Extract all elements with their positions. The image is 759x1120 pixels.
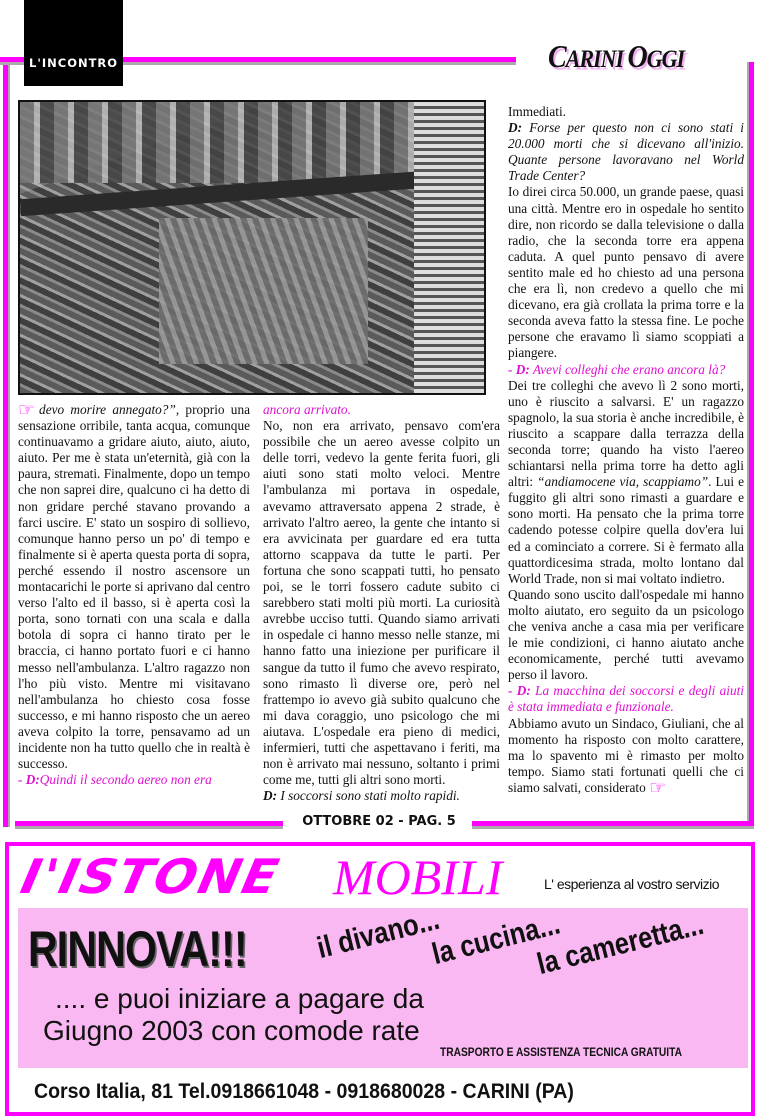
right-rule — [749, 62, 754, 827]
paragraph: Immediati. — [508, 104, 566, 119]
section-label: L'INCONTRO — [29, 56, 119, 70]
ad-brand-mobili: MOBILI — [333, 849, 503, 905]
pointing-hand-icon: ☞ — [649, 777, 667, 799]
paragraph: Io direi circa 50.000, un grande paese, quasi una città. Mentre ero in ospedale ho sentito dire, non ricordo se dalla televisione o dalla radio, che la seconda torre era appena caduta. A quel punto pensavo di avere sentito male ed ho chiesto ad una persona che era lì, non credevo a quello che mi dicevano, era già crollata la prima torre e la seconda aveva fatto la stessa fine. Le poche persone che eravamo lì siamo scoppiati a piangere. — [508, 184, 744, 361]
body-text: Dei tre colleghi che avevo lì 2 sono morti, uno è riuscito a salvarsi. E' un ragazzo spagnolo, la sua storia è anche incredibile, è riuscito a scappare dalla terrazza della seconda torre; quando ha visto l'aereo schiantarsi nella prima torre ha detto agli altri: — [508, 377, 744, 490]
masthead-part: ARINI — [565, 44, 628, 73]
ground-zero-aerial-photo — [18, 100, 486, 395]
article-column-1 — [18, 402, 250, 788]
question-prefix: - D: — [508, 361, 530, 377]
paragraph — [18, 402, 250, 772]
question-text: Quindi il secondo aereo non era — [39, 772, 212, 788]
question-text: Forse per questo non ci sono stati i 20.000 morti che si dicevano all'inizio. Quante persone lavoravano nel World Trade Center? — [508, 120, 744, 184]
paragraph: No, non era arrivato, pensavo com'era possibile che un aereo avesse colpito un delle torri, vedevo la gente ferita fuori, gli aiuti sono stati molto veloci. Mentre l'ambulanza mi portava in ospedale, avevamo attraversato appena 2 strade, è arrivato l'altro aereo, la gente che intanto si era avvicinata per guardare ed era tutta attorno scappava da tutte le parti. Per fortuna che sono scappati tutti, ho pensato poi, se le torri fossero cadute subito ci sarebbero stati molti più morti. La curiosità avrebbe ucciso tutti. Quando siamo arrivati in ospedale ci hanno messo nelle stanze, mi hanno fatto una iniezione per purificare il sangue da tutto il fumo che avevo respirato, sono rimasto lì diverse ore, però nel frattempo io avevo già subito qualcuno che mi dava coraggio, uno psicologo che mi aiutava. L'ospedale era pieno di medici, infermieri, tutti che aspettavano i feriti, ma non è arrivato mai nessuno, soltanto i primi come me, tutti gli altri sono morti. — [263, 418, 500, 788]
ad-item-cameretta: la cameretta... — [533, 907, 707, 982]
ad-item-cucina: la cucina... — [428, 907, 564, 972]
article-column-2 — [263, 402, 500, 804]
page-info: OTTOBRE 02 - PAG. 5 — [302, 814, 456, 829]
question — [18, 772, 250, 788]
ad-item-divano: il divano... — [313, 902, 443, 966]
paragraph: Quando sono uscito dall'ospedale mi hanno molto aiutato, ero seguito da un psicologo che veniva anche a casa mia per verificare le mie condizioni, ci hanno aiutato anche economicamente, perché tutti avevamo perso il lavoro. — [508, 586, 744, 683]
body-text: . Lui e fuggito gli altri sono rimasti a guardare e sono morti. Ha pensato che la prima torre cadendo potesse colpire quella dov'era lui ed a cominciato a correre. Si è fermato alla quattordicesima strada, molto lontano dal World Trade, non si mai voltato indietro. — [508, 474, 744, 586]
pointing-hand-icon: ☞ — [18, 400, 36, 421]
left-rule — [3, 57, 8, 827]
body-text: Abbiamo avuto un Sindaco, Giuliani, che al momento ha risposto con molto carattere, ma lo spavento mi è rimasto per molto tempo. Siamo stati fortunati quelli che ci siamo salvati, considerato — [508, 715, 744, 795]
quote: “andiamocene via, scappiamo” — [537, 474, 709, 490]
bottom-rule-right — [472, 821, 754, 826]
question-prefix: - D: — [508, 683, 531, 699]
ad-headline: RINNOVA!!! — [28, 921, 247, 977]
question-continued: ancora arrivato. — [263, 402, 351, 417]
bottom-rule-left — [15, 821, 283, 826]
ad-tagline: L' esperienza al vostro servizio — [544, 876, 719, 892]
question — [508, 362, 744, 378]
question — [263, 788, 500, 804]
question-prefix: D: — [508, 120, 523, 136]
masthead — [548, 40, 684, 77]
masthead-initial: C — [548, 39, 566, 76]
question — [508, 120, 744, 184]
question-prefix: D: — [263, 788, 278, 804]
ad-brand-logo: I'ISTONE — [16, 849, 285, 905]
body-text: , proprio una sensazione orribile, tanta acqua, comunque continuavamo a gridare aiuto, aiuto, aiuto, aiuto. Per me è stata un'eternità, già con la paura, stremati. Finalmente, dopo un tempo che non saprei dire, qualcuno ci ha detto di non gridare perché stavano provando a farci uscire. E' stato un sospiro di sollievo, comunque hanno perso un po' di tempo e finalmente si è aperta questa porta di sopra, perché essendo il nostro ascensore un montacarichi le porte si aprivano dal centro verso l'alto ed il basso, si è aperta così la porta, sono tornati con una scala e dalla botola di sopra ci hanno tirato per le braccia, ci hanno portato fuori e ci hanno messo nell'ambulanza. L'altro ragazzo non l'ho più visto. Mentre mi visitavano nell'ambulanza ho chiesto cosa fosse successo, e mi hanno risposto che un aereo aveva colpito la torre, pensavamo ad un incidente non ha tutto quello che in realtà è successo. — [18, 402, 250, 772]
quote: devo morire annegato?” — [39, 402, 176, 417]
question-text: Avevi colleghi che erano ancora là? — [532, 361, 726, 377]
masthead-part: GGI — [646, 44, 685, 73]
ad-payment-line-1: .... e puoi iniziare a pagare da — [55, 983, 424, 1014]
ad-services: TRASPORTO E ASSISTENZA TECNICA GRATUITA — [440, 1045, 682, 1059]
section-tag — [24, 0, 123, 86]
ad-address: Corso Italia, 81 Tel.0918661048 - 0918680028 - CARINI (PA) — [34, 1080, 574, 1103]
paragraph — [508, 715, 744, 799]
question-prefix: - D: — [18, 772, 40, 788]
question-text: I soccorsi sono stati molto rapidi. — [280, 788, 460, 804]
masthead-initial: O — [627, 39, 647, 76]
ad-payment-line-2: Giugno 2003 con comode rate — [43, 1015, 420, 1046]
question-text: La macchina dei soccorsi e degli aiuti è stata immediata e funzionale. — [508, 683, 744, 715]
article-column-3 — [508, 104, 744, 799]
paragraph — [508, 378, 744, 587]
question — [508, 683, 744, 715]
